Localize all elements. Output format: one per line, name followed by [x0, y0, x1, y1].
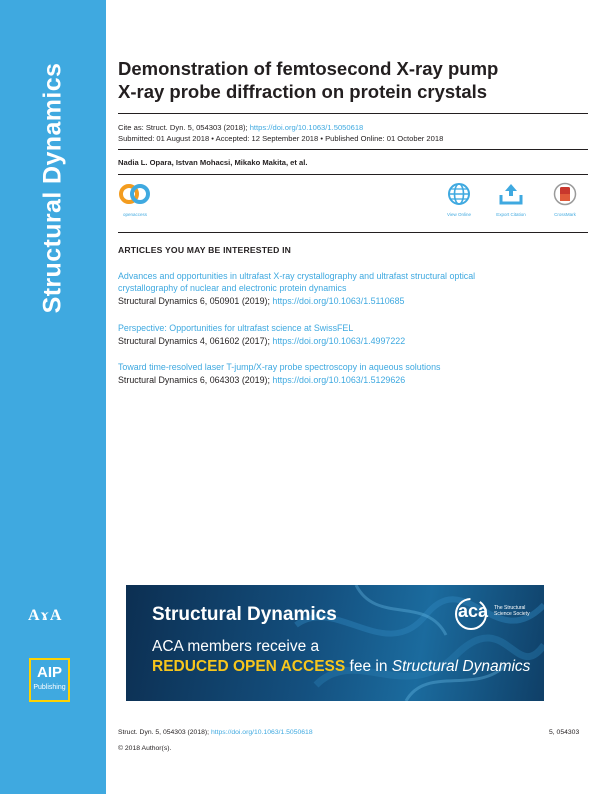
related-article-journal: Structural Dynamics 6, 064303 (2019);	[118, 375, 273, 385]
related-article-title-line: Perspective: Opportunities for ultrafast science at SwissFEL	[118, 323, 354, 333]
banner-journal-name: Structural Dynamics	[391, 658, 531, 675]
article-title	[118, 57, 588, 103]
citation-line	[118, 122, 363, 133]
cite-label: Cite as: Struct. Dyn. 5, 054303 (2018);	[118, 123, 250, 132]
banner-mid-text: fee in	[345, 658, 392, 675]
export-citation-label: Export Citation	[496, 212, 526, 217]
export-icon	[498, 182, 524, 206]
related-article-citation	[118, 374, 588, 386]
related-article-1	[118, 270, 588, 307]
related-article-title-line: crystallography of nuclear and electronic protein dynamics	[118, 283, 347, 293]
article-title-line-2: X-ray probe diffraction on protein crystals	[118, 81, 488, 102]
related-article-journal: Structural Dynamics 6, 050901 (2019);	[118, 296, 273, 306]
footer-doi-link[interactable]: https://doi.org/10.1063/1.5050618	[210, 729, 313, 736]
related-article-title-line: Toward time-resolved laser T-jump/X-ray probe spectroscopy in aqueous solutions	[118, 362, 441, 372]
footer-citation	[118, 729, 313, 736]
related-article-title[interactable]	[118, 322, 588, 334]
footer-page-number: 5, 054303	[549, 729, 580, 736]
aca-logo: AɤA	[28, 607, 63, 624]
journal-sidebar	[0, 0, 106, 794]
banner-line-2	[152, 658, 530, 676]
journal-name: Structural Dynamics	[38, 62, 67, 314]
related-article-title[interactable]	[118, 270, 588, 294]
related-article-title[interactable]	[118, 361, 588, 373]
copyright: © 2018 Author(s).	[118, 745, 172, 752]
open-access-label: openaccess	[122, 212, 148, 217]
related-article-citation	[118, 295, 588, 307]
divider	[118, 113, 588, 114]
aip-logo-text: AIP	[36, 664, 62, 681]
aca-badge-subtext: The Structural Science Society	[494, 605, 530, 617]
banner-title: Structural Dynamics	[152, 604, 337, 625]
related-article-3	[118, 361, 588, 386]
crossmark-icon	[553, 182, 577, 206]
related-article-2	[118, 322, 588, 347]
open-access-icon	[118, 182, 152, 208]
export-citation-button[interactable]	[498, 182, 524, 222]
related-article-citation	[118, 335, 588, 347]
divider	[118, 232, 588, 233]
publication-dates: Submitted: 01 August 2018 • Accepted: 12 September 2018 • Published Online: 01 October 2018	[118, 134, 444, 143]
footer-cite-text: Struct. Dyn. 5, 054303 (2018);	[118, 729, 211, 736]
aca-badge-text: aca	[458, 601, 489, 621]
divider	[118, 174, 588, 175]
view-online-label: View Online	[447, 212, 471, 217]
aca-badge	[454, 594, 536, 634]
article-title-line-1: Demonstration of femtosecond X-ray pump	[118, 58, 499, 79]
view-online-button[interactable]	[447, 182, 471, 222]
globe-icon	[447, 182, 471, 206]
related-article-journal: Structural Dynamics 4, 061602 (2017);	[118, 336, 273, 346]
crossmark-label: CrossMark	[554, 212, 576, 217]
related-articles-heading: ARTICLES YOU MAY BE INTERESTED IN	[118, 245, 292, 255]
related-article-title-line: Advances and opportunities in ultrafast X-ray crystallography and ultrafast structural optical	[118, 271, 476, 281]
open-access-badge[interactable]	[118, 182, 158, 222]
related-article-doi-link[interactable]: https://doi.org/10.1063/1.4997222	[272, 336, 406, 346]
cite-doi-link[interactable]: https://doi.org/10.1063/1.5050618	[249, 123, 364, 132]
divider	[118, 149, 588, 150]
aip-publishing-logo[interactable]	[29, 658, 70, 702]
crossmark-button[interactable]	[553, 182, 577, 222]
related-article-doi-link[interactable]: https://doi.org/10.1063/1.5110685	[272, 296, 405, 306]
aip-logo-subtext: Publishing	[33, 684, 66, 691]
aca-promo-banner[interactable]	[126, 585, 544, 701]
banner-line-1: ACA members receive a	[152, 638, 320, 655]
related-article-doi-link[interactable]: https://doi.org/10.1063/1.5129626	[272, 375, 406, 385]
authors[interactable]: Nadia L. Opara, Istvan Mohacsi, Mikako Makita, et al.	[118, 158, 308, 167]
banner-highlight: REDUCED OPEN ACCESS	[152, 658, 346, 675]
